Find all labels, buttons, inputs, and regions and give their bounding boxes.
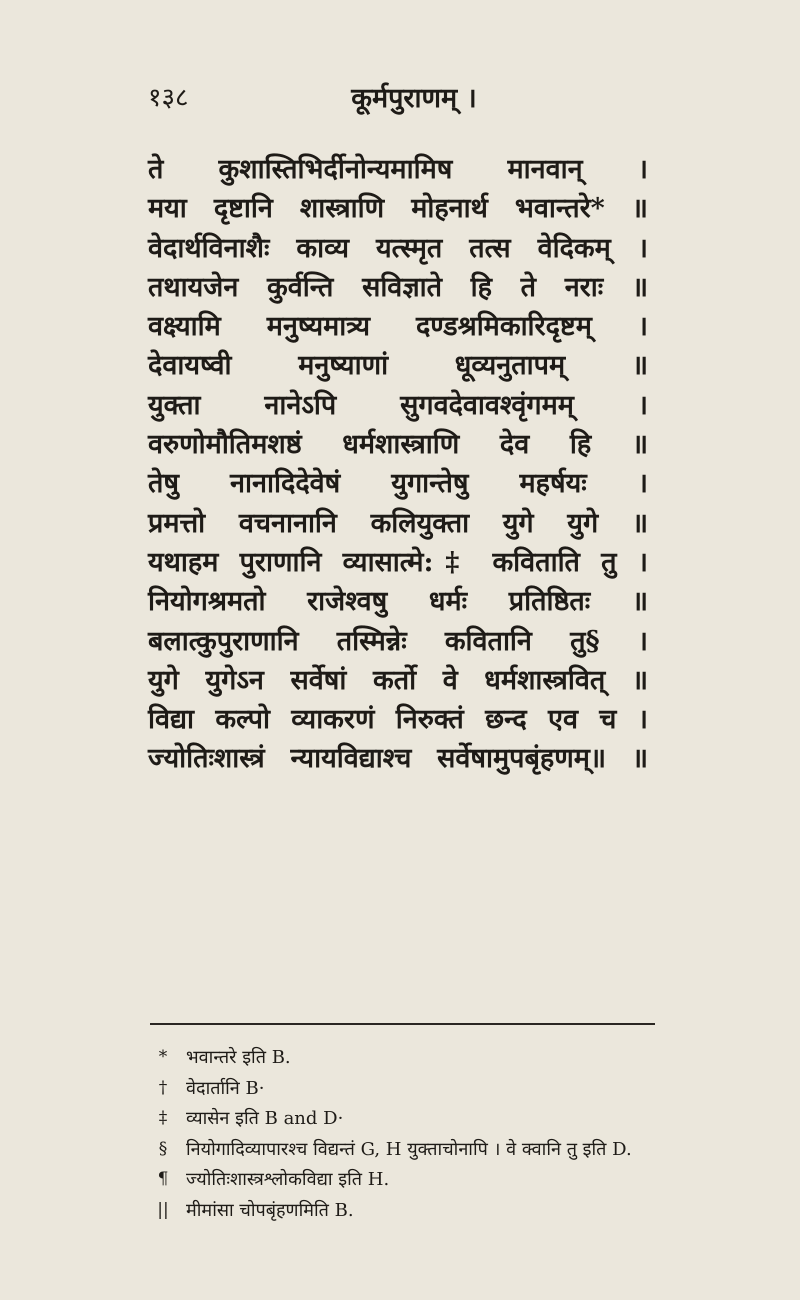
footnote [148, 1103, 668, 1134]
footnote-text: नियोगादिव्यापारश्च विद्यन्तं G, H युक्ताचोनापि । वे क्वानि तु इति D. [186, 1138, 632, 1160]
verse-line: युगे युगेऽन सर्वेषां कर्तो वे धर्मशास्त्रवित् ॥ [148, 664, 648, 696]
running-title: कूर्मपुराणम् । [351, 83, 477, 114]
footnote-mark: ‡ [158, 1108, 168, 1129]
verse-line: मया दृष्टानि शास्त्राणि मोहनार्थ भवान्तरे* ॥ [148, 193, 648, 225]
footnotes [148, 1042, 668, 1225]
verse-line: यथाहम पुराणानि व्यासात्मे:‡ कविताति तु । [148, 546, 648, 578]
verse-line: तथायजेन कुर्वन्ति सविज्ञाते हि ते नराः ॥ [148, 271, 648, 303]
footnote-mark: § [158, 1138, 168, 1159]
verse-line: वरुणोमौतिमशष्ठं धर्मशास्त्राणि देव हि ॥ [148, 429, 648, 461]
footnote-mark: * [158, 1047, 168, 1068]
footnote [148, 1042, 668, 1073]
verse-line: वेदार्थविनाशैः काव्य यत्स्मृत तत्स वेदिकम् । [148, 232, 648, 264]
footnote [148, 1134, 668, 1165]
footnote-mark: || [157, 1199, 169, 1220]
footnote [148, 1164, 668, 1195]
verse-line: वक्ष्यामि मनुष्यमात्र्य दण्डश्रमिकारिदृष्टम् । [148, 311, 648, 343]
footnote [148, 1195, 668, 1226]
page-number: १३८ [148, 83, 189, 113]
verse-line: तेषु नानादिदेवेषं युगान्तेषु महर्षयः । [148, 468, 648, 500]
verse-line: नियोगश्रमतो राजेश्वषु धर्मः प्रतिष्ठितः ॥ [148, 586, 648, 618]
footnote [148, 1073, 668, 1104]
page-header [148, 78, 680, 118]
footnote-text: व्यासेन इति B and D· [186, 1108, 344, 1130]
verse-line: प्रमत्तो वचनानानि कलियुक्ता युगे युगे ॥ [148, 507, 648, 539]
verse-line: ज्योतिःशास्त्रं न्यायविद्याश्च सर्वेषामुपबृंहणम्॥ ॥ [148, 743, 648, 775]
footnote-mark: † [158, 1077, 168, 1098]
footnote-divider [150, 1023, 655, 1025]
footnote-text: ज्योतिःशास्त्रश्लोकविद्या इति H. [186, 1169, 390, 1191]
footnote-text: वेदार्तानि B· [186, 1077, 265, 1099]
footnote-mark: ¶ [157, 1169, 169, 1190]
verse-line: ते कुशास्तिभिर्दीनोन्यमामिष मानवान् । [148, 154, 648, 185]
verse-block [148, 150, 648, 779]
footnote-text: भवान्तरे इति B. [186, 1047, 291, 1069]
verse-line: युक्ता नानेऽपि सुगवदेवावश्वृंगमम् । [148, 389, 648, 421]
verse-line: देवायष्वी मनुष्याणां धूव्यनुतापम् ॥ [148, 350, 648, 382]
footnote-text: मीमांसा चोपबृंहणमिति B. [186, 1199, 354, 1221]
verse-line: विद्या कल्पो व्याकरणं निरुक्तं छन्द एव च । [148, 704, 648, 736]
verse-line: बलात्कुपुराणानि तस्मिन्नेः कवितानि तु§ । [148, 625, 648, 657]
